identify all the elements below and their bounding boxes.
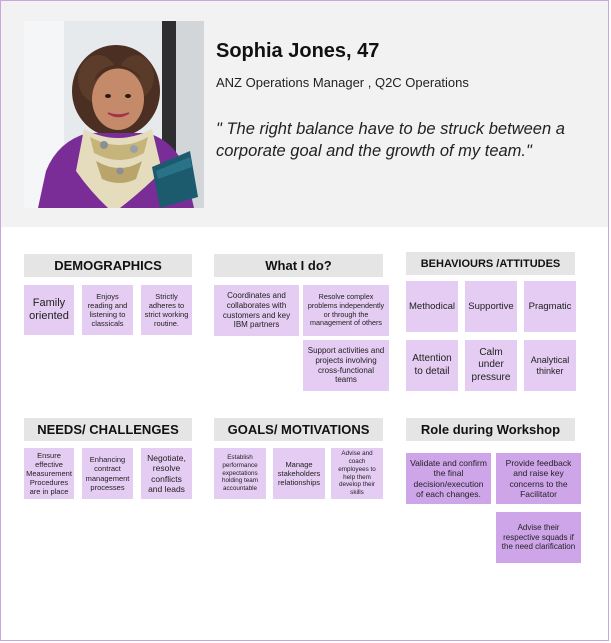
persona-photo [24, 21, 204, 208]
sticky-note: Negotiate, resolve conflicts and leads [141, 448, 192, 499]
sticky-note: Enjoys reading and listening to classicals [82, 285, 133, 335]
section-needs-header: NEEDS/ CHALLENGES [24, 418, 192, 441]
sticky-note: Pragmatic [524, 281, 576, 332]
section-role-workshop-header: Role during Workshop [406, 418, 575, 441]
persona-name: Sophia Jones, 47 [216, 40, 380, 62]
sticky-note: Methodical [406, 281, 458, 332]
section-behaviours-header: BEHAVIOURS /ATTITUDES [406, 252, 575, 275]
sticky-note: Ensure effective Measurement Procedures are in place [24, 448, 74, 499]
sticky-note: Manage stakeholders relationships [273, 448, 325, 499]
persona-role: ANZ Operations Manager , Q2C Operations [216, 75, 469, 90]
section-what-i-do-header: What I do? [214, 254, 383, 277]
sticky-note: Analytical thinker [524, 340, 576, 391]
persona-quote: " The right balance have to be struck between a corporate goal and the growth of my team." [216, 120, 565, 160]
section-demographics-header: DEMOGRAPHICS [24, 254, 192, 277]
sticky-note: Support activities and projects involving cross-functional teams [303, 340, 389, 391]
sticky-note: Coordinates and collaborates with customers and key IBM partners [214, 285, 299, 336]
sticky-note: Supportive [465, 281, 517, 332]
sticky-note: Provide feedback and raise key concerns to the Facilitator [496, 453, 581, 504]
sticky-note: Calm under pressure [465, 340, 517, 391]
sticky-note: Resolve complex problems independently or through the management of others [303, 285, 389, 336]
sticky-note: Strictly adheres to strict working routine. [141, 285, 192, 335]
section-goals-header: GOALS/ MOTIVATIONS [214, 418, 383, 441]
sticky-note: Advise and coach employees to help them develop their skills [331, 448, 383, 499]
sticky-note: Family oriented [24, 285, 74, 335]
sticky-note: Validate and confirm the final decision/execution of each changes. [406, 453, 491, 504]
sticky-note: Attention to detail [406, 340, 458, 391]
sticky-note: Advise their respective squads if the need clarification [496, 512, 581, 563]
sticky-note: Establish performance expectations holding team accountable [214, 448, 266, 499]
sticky-note: Enhancing contract management processes [82, 448, 133, 499]
